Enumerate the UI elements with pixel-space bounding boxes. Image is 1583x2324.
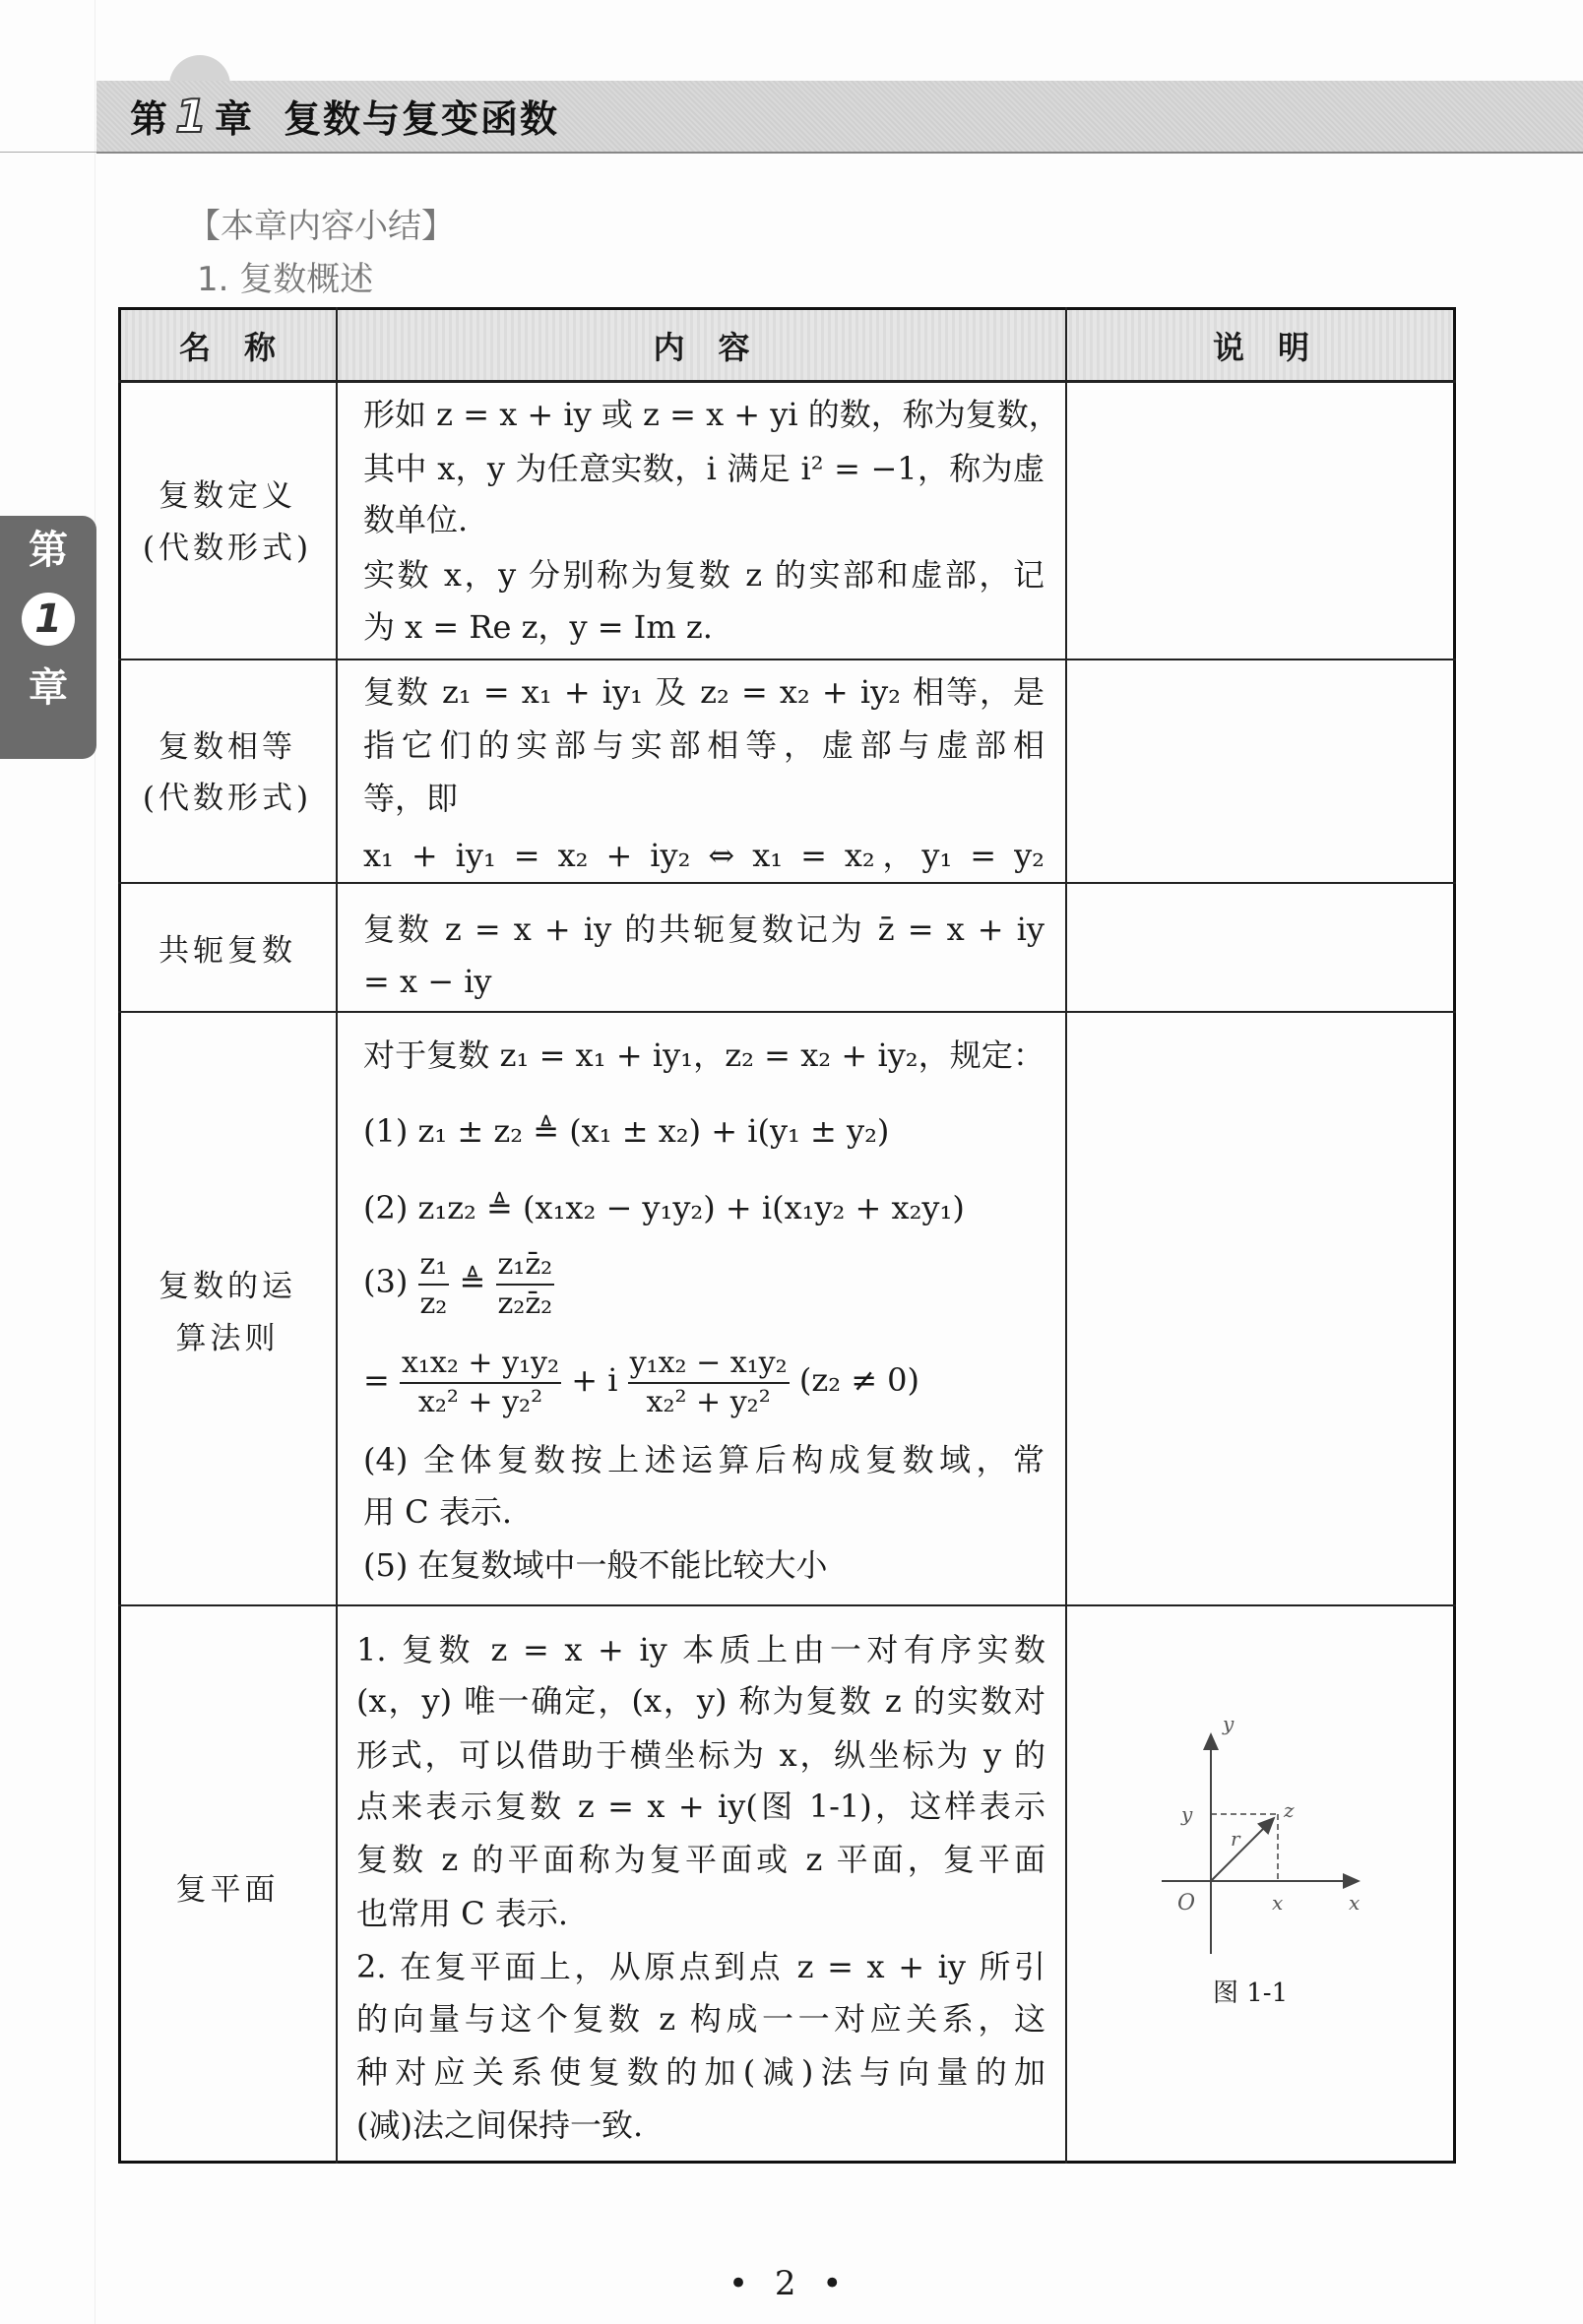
content-line: 为 x = Re z，y = Im z. <box>363 608 713 646</box>
x-tick-label: x <box>1272 1891 1284 1915</box>
plus-i: + i <box>571 1361 618 1399</box>
header-notes: 说明 <box>1212 329 1343 366</box>
content-line: 复数 z₁ = x₁ + iy₁ 及 z₂ = x₂ + iy₂ 相等，是 <box>363 673 1045 711</box>
section-subheading: 1. 复数概述 <box>197 260 374 299</box>
row-divider <box>118 1011 1456 1013</box>
header-name: 名称 <box>178 329 309 366</box>
col-divider <box>1065 307 1067 2164</box>
fraction-denominator: x₂² + y₂² <box>417 1384 543 1419</box>
content-line: = x − iy <box>363 963 492 1000</box>
row-name: 复平面 <box>175 1872 280 1908</box>
radius-label: r <box>1231 1827 1240 1851</box>
fraction-numerator: z₁ <box>418 1246 450 1286</box>
fraction-numerator: x₁x₂ + y₁y₂ <box>400 1345 561 1384</box>
content-line: 等，即 <box>363 780 459 817</box>
content-line: 实数 x，y 分别称为复数 z 的实部和虚部，记 <box>363 556 1045 594</box>
side-tab-number: 1 <box>22 593 75 646</box>
content-line: 2. 在复平面上，从原点到点 z = x + iy 所引 <box>356 1948 1045 1985</box>
content-line: x₁ + iy₁ = x₂ + iy₂ ⇔ x₁ = x₂，y₁ = y₂ <box>363 837 1045 874</box>
section-heading: 【本章内容小结】 <box>187 207 455 246</box>
fraction-denominator: z₂ <box>419 1286 448 1321</box>
rule-1: (1) z₁ ± z₂ ≜ (x₁ ± x₂) + i(y₁ ± y₂) <box>363 1112 890 1150</box>
row-name-sub: (代数形式) <box>142 781 313 816</box>
fraction-numerator: y₁x₂ − x₁y₂ <box>628 1345 790 1384</box>
content-line: 种对应关系使复数的加(减)法与向量的加 <box>356 2053 1045 2091</box>
rule-3-expansion <box>363 1341 1045 1419</box>
row-name: 复数的运 <box>158 1269 296 1304</box>
row-name-sub: 算法则 <box>175 1321 280 1356</box>
content-line: 复数 z 的平面称为复平面或 z 平面，复平面 <box>356 1841 1045 1878</box>
rule-3 <box>363 1242 1045 1321</box>
row-name: 复数定义 <box>158 478 296 514</box>
fraction-denominator: z₂z̄₂ <box>497 1286 553 1321</box>
row-divider <box>118 1604 1456 1606</box>
chapter-name: 复数与复变函数 <box>284 97 560 141</box>
content-line: (减)法之间保持一致. <box>356 2106 644 2144</box>
x-axis-label: x <box>1349 1891 1361 1915</box>
content-line: (5) 在复数域中一般不能比较大小 <box>363 1546 828 1584</box>
condition: (z₂ ≠ 0) <box>798 1361 920 1399</box>
row-name: 复数相等 <box>158 729 296 765</box>
content-line: 的向量与这个复数 z 构成一一对应关系，这 <box>356 2000 1045 2038</box>
vector-arrow <box>1211 1818 1274 1881</box>
row-name: 共轭复数 <box>158 933 296 969</box>
header-content: 内容 <box>653 329 784 366</box>
fraction-denominator: x₂² + y₂² <box>646 1384 771 1419</box>
content-line: 也常用 C 表示. <box>356 1895 569 1932</box>
content-line: (x，y) 唯一确定，(x，y) 称为复数 z 的实数对 <box>356 1682 1045 1720</box>
content-line: 数单位. <box>363 501 469 538</box>
row-name-sub: (代数形式) <box>142 531 313 566</box>
figure-caption: 图 1-1 <box>1213 1979 1289 2008</box>
complex-plane-figure <box>1152 1713 1388 1969</box>
side-tab-top: 第 <box>29 528 68 573</box>
chapter-suffix: 章 <box>215 97 255 141</box>
origin-label: O <box>1177 1891 1196 1916</box>
point-z-label: z <box>1284 1798 1295 1822</box>
side-tab-bottom: 章 <box>29 665 68 711</box>
page-number: • 2 • <box>728 2264 851 2303</box>
row-divider <box>118 882 1456 884</box>
content-line: 指它们的实部与实部相等，虚部与虚部相 <box>363 726 1045 764</box>
definition-sign: ≜ <box>459 1263 486 1300</box>
y-axis-label: y <box>1223 1713 1235 1735</box>
y-tick-label: y <box>1181 1802 1193 1826</box>
chapter-title <box>130 89 559 143</box>
chapter-side-tab[interactable] <box>0 516 96 759</box>
row-divider <box>118 659 1456 660</box>
rule-2: (2) z₁z₂ ≜ (x₁x₂ − y₁y₂) + i(x₁y₂ + x₂y₁) <box>363 1189 965 1226</box>
row-divider <box>118 380 1456 383</box>
content-line: 形式，可以借助于横坐标为 x，纵坐标为 y 的 <box>356 1736 1045 1774</box>
content-line: 用 C 表示. <box>363 1493 513 1531</box>
content-line: 点来表示复数 z = x + iy(图 1-1)，这样表示 <box>356 1788 1045 1825</box>
content-line: 其中 x，y 为任意实数，i 满足 i² = −1，称为虚 <box>363 450 1045 487</box>
equals-sign: = <box>363 1361 390 1399</box>
content-line: 复数 z = x + iy 的共轭复数记为 z̄ = x + iy <box>363 911 1045 948</box>
content-line: 1. 复数 z = x + iy 本质上由一对有序实数 <box>356 1631 1045 1668</box>
chapter-prefix: 第 <box>130 97 170 141</box>
header-rule <box>0 152 96 153</box>
content-line: 对于复数 z₁ = x₁ + iy₁，z₂ = x₂ + iy₂，规定： <box>363 1036 1045 1074</box>
fraction-numerator: z₁z̄₂ <box>496 1246 555 1286</box>
chapter-number: 1 <box>175 90 210 143</box>
rule-3-label: (3) <box>363 1263 409 1300</box>
content-line: (4) 全体复数按上述运算后构成复数域，常 <box>363 1441 1045 1478</box>
content-line: 形如 z = x + iy 或 z = x + yi 的数，称为复数， <box>363 396 1060 433</box>
